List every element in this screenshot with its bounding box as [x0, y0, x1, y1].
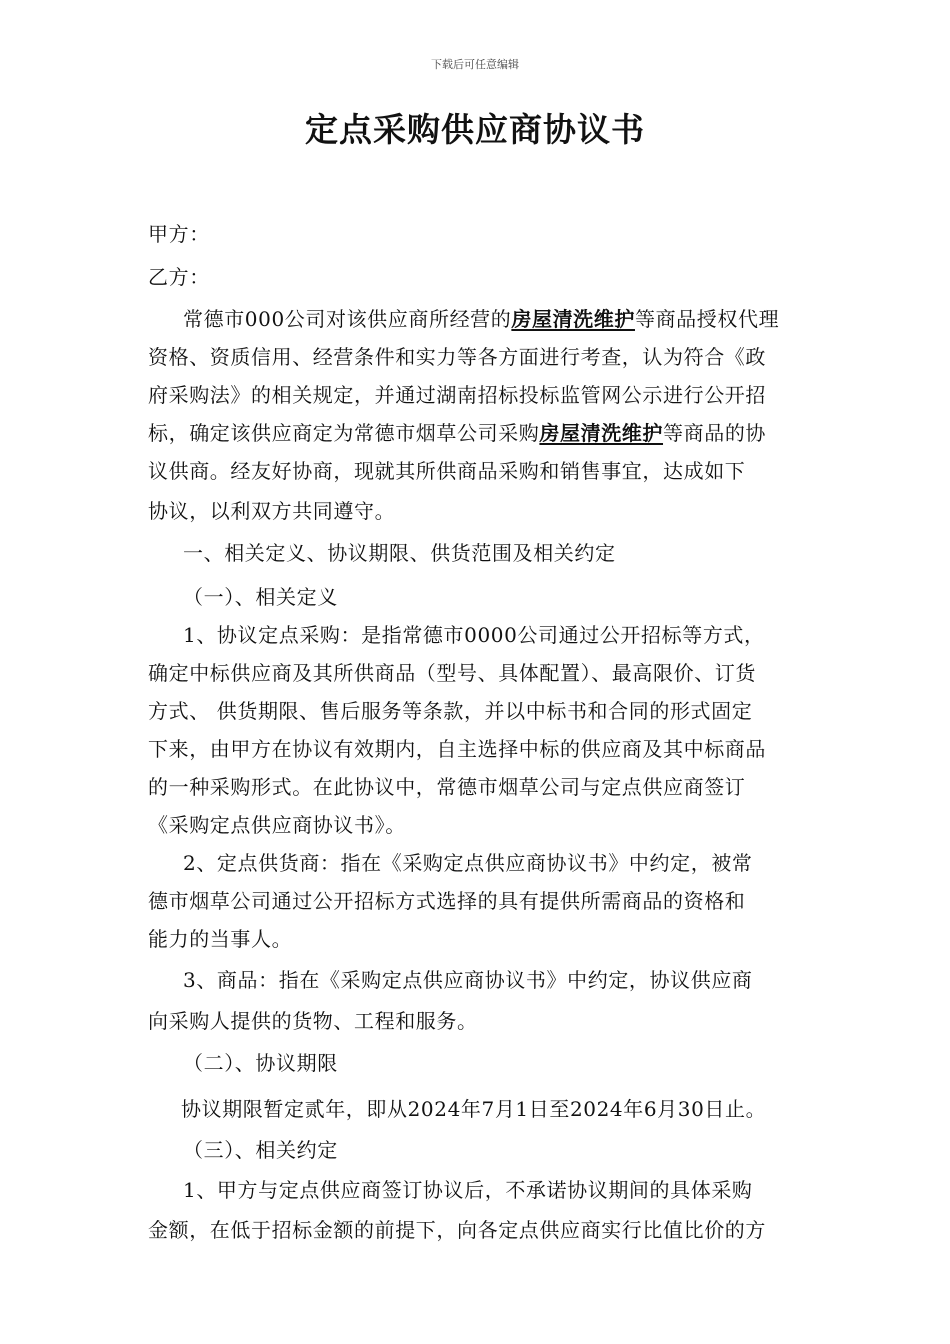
party-a-label: 甲方：: [148, 222, 210, 246]
intro-line-1: 常德市000公司对该供应商所经营的房屋清洗维护等商品授权代理: [183, 307, 780, 331]
subsection-3-title: （三）、相关约定: [183, 1138, 338, 1162]
definition-2-line: 能力的当事人。: [148, 927, 293, 951]
definition-2-line: 2、定点供货商：指在《采购定点供应商协议书》中约定，被常: [183, 851, 753, 875]
highlight-service: 房屋清洗维护: [511, 307, 635, 331]
definition-1-line: 的一种采购形式。在此协议中，常德市烟草公司与定点供应商签订: [148, 775, 746, 799]
definition-1-line: 1、协议定点采购：是指常德市0000公司通过公开招标等方式，: [183, 623, 765, 647]
section-1-title: 一、相关定义、协议期限、供货范围及相关约定: [183, 541, 616, 565]
intro-line-2: 资格、资质信用、经营条件和实力等各方面进行考查，认为符合《政: [148, 345, 766, 369]
intro-line-5: 议供商。经友好协商，现就其所供商品采购和销售事宜，达成如下: [148, 459, 746, 483]
intro-line-4: 标，确定该供应商定为常德市烟草公司采购房屋清洗维护等商品的协: [148, 421, 767, 445]
subsection-2-title: （二）、协议期限: [183, 1051, 338, 1075]
party-b-label: 乙方：: [148, 265, 210, 289]
intro-line-6: 协议，以利双方共同遵守。: [148, 499, 396, 523]
agreement-1-line: 1、甲方与定点供应商签订协议后，不承诺协议期间的具体采购: [183, 1178, 753, 1202]
subsection-1-title: （一）、相关定义: [183, 585, 338, 609]
intro-line-3: 府采购法》的相关规定，并通过湖南招标投标监管网公示进行公开招: [148, 383, 766, 407]
term-text: 协议期限暂定贰年，即从2024年7月1日至2024年6月30日止。: [181, 1097, 767, 1121]
agreement-1-line: 金额，在低于招标金额的前提下，向各定点供应商实行比值比价的方: [148, 1218, 766, 1242]
definition-1-line: 方式、 供货期限、售后服务等条款，并以中标书和合同的形式固定: [148, 699, 753, 723]
definition-3-line: 向采购人提供的货物、工程和服务。: [148, 1009, 478, 1033]
highlight-service: 房屋清洗维护: [539, 421, 664, 445]
definition-1-line: 确定中标供应商及其所供商品（型号、具体配置）、最高限价、订货: [148, 661, 756, 685]
definition-2-line: 德市烟草公司通过公开招标方式选择的具有提供所需商品的资格和: [148, 889, 746, 913]
definition-3-line: 3、商品：指在《采购定点供应商协议书》中约定，协议供应商: [183, 968, 753, 992]
definition-1-line: 下来，由甲方在协议有效期内，自主选择中标的供应商及其中标商品: [148, 737, 766, 761]
header-note: 下载后可任意编辑: [431, 58, 519, 71]
definition-1-line: 《采购定点供应商协议书》。: [148, 813, 406, 837]
document-title: 定点采购供应商协议书: [305, 110, 645, 149]
